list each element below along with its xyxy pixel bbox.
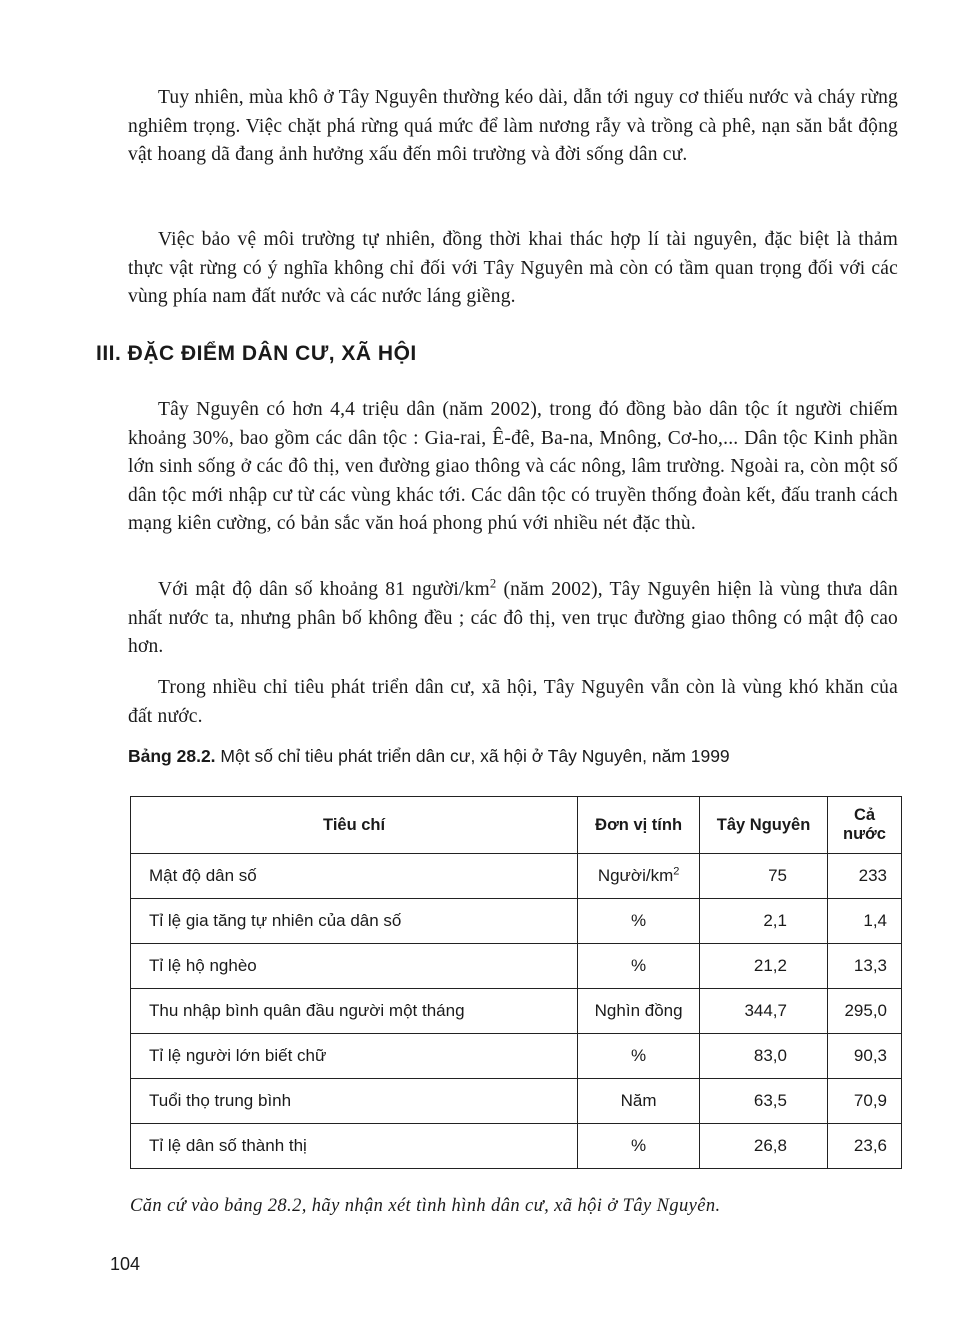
table-caption-label: Bảng 28.2. bbox=[128, 746, 216, 766]
cell-unit bbox=[578, 854, 700, 899]
header-tay-nguyen: Tây Nguyên bbox=[700, 797, 828, 854]
cell-unit bbox=[578, 1079, 700, 1124]
table-row bbox=[131, 854, 902, 899]
paragraph-dry-season: Tuy nhiên, mùa khô ở Tây Nguyên thường kéo dài, dẫn tới nguy cơ thiếu nước và cháy rừng nghiêm trọng. Việc chặt phá rừng quá mức để làm nương rẫy và trồng cà phê, nạn săn bắt động vật hoang dã đang ảnh hưởng xấu đến môi trường và đời sống dân cư. bbox=[128, 87, 898, 166]
cell-tay-nguyen: 21,2 bbox=[700, 944, 828, 989]
cell-unit bbox=[578, 989, 700, 1034]
density-text-before: Với mật độ dân số khoảng 81 người/km bbox=[158, 579, 490, 600]
cell-ca-nuoc: 23,6 bbox=[827, 1124, 901, 1169]
cell-tay-nguyen: 26,8 bbox=[700, 1124, 828, 1169]
cell-unit bbox=[578, 899, 700, 944]
paragraph-environment-protection: Việc bảo vệ môi trường tự nhiên, đồng thời khai thác hợp lí tài nguyên, đặc biệt là thảm thực vật rừng có ý nghĩa không chỉ đối với Tây Nguyên mà còn có tầm quan trọng đối với các vùng phía nam đất nước và các nước láng giềng. bbox=[128, 229, 898, 308]
table-row bbox=[131, 899, 902, 944]
table-row bbox=[131, 1079, 902, 1124]
page-number: 104 bbox=[110, 1254, 141, 1274]
table-header-row bbox=[131, 797, 902, 854]
cell-ca-nuoc: 70,9 bbox=[827, 1079, 901, 1124]
table-row bbox=[131, 1034, 902, 1079]
exercise-question: Căn cứ vào bảng 28.2, hãy nhận xét tình hình dân cư, xã hội ở Tây Nguyên. bbox=[130, 1196, 721, 1216]
cell-ca-nuoc: 295,0 bbox=[827, 989, 901, 1034]
density-text-after: (năm 2002), Tây Nguyên hiện là vùng thưa dân nhất nước ta, nhưng phân bố không đều ; các đô thị, ven trục đường giao thông có mật độ cao hơn. bbox=[128, 579, 898, 658]
cell-unit bbox=[578, 1124, 700, 1169]
cell-criterion: Tỉ lệ gia tăng tự nhiên của dân số bbox=[131, 899, 578, 944]
cell-unit-text: % bbox=[631, 956, 647, 975]
cell-ca-nuoc: 233 bbox=[827, 854, 901, 899]
cell-tay-nguyen: 63,5 bbox=[700, 1079, 828, 1124]
cell-criterion: Thu nhập bình quân đầu người một tháng bbox=[131, 989, 578, 1034]
cell-unit bbox=[578, 1034, 700, 1079]
cell-criterion: Tỉ lệ dân số thành thị bbox=[131, 1124, 578, 1169]
cell-criterion: Mật độ dân số bbox=[131, 854, 578, 899]
section-heading: III. ĐẶC ĐIỂM DÂN CƯ, XÃ HỘI bbox=[96, 342, 417, 365]
header-unit: Đơn vị tính bbox=[578, 797, 700, 854]
cell-criterion: Tỉ lệ hộ nghèo bbox=[131, 944, 578, 989]
table-caption bbox=[128, 746, 908, 767]
table-row bbox=[131, 1124, 902, 1169]
indicator-table bbox=[130, 796, 902, 1169]
cell-unit-text: Nghìn đồng bbox=[594, 1001, 683, 1020]
table-row bbox=[131, 944, 902, 989]
cell-unit bbox=[578, 944, 700, 989]
paragraph-density bbox=[128, 576, 898, 662]
cell-unit-text: % bbox=[631, 1046, 647, 1065]
cell-unit-text: Người/km bbox=[597, 866, 674, 885]
cell-unit-text: % bbox=[631, 911, 647, 930]
cell-tay-nguyen: 75 bbox=[700, 854, 828, 899]
density-superscript: 2 bbox=[489, 576, 497, 591]
cell-ca-nuoc: 90,3 bbox=[827, 1034, 901, 1079]
table-row bbox=[131, 989, 902, 1034]
cell-tay-nguyen: 344,7 bbox=[700, 989, 828, 1034]
paragraph-population: Tây Nguyên có hơn 4,4 triệu dân (năm 2002), trong đó đồng bào dân tộc ít người chiếm khoảng 30%, bao gồm các dân tộc : Gia-rai, Ê-đê, Ba-na, Mnông, Cơ-ho,... Dân tộc Kinh phần lớn sinh sống ở các đô thị, ven đường giao thông và các nông, lâm trường. Ngoài ra, còn một số dân tộc mới nhập cư từ các vùng khác tới. Các dân tộc có truyền thống đoàn kết, đấu tranh cách mạng kiên cường, có bản sắc văn hoá phong phú với nhiều nét đặc thù. bbox=[128, 399, 898, 535]
cell-ca-nuoc: 1,4 bbox=[827, 899, 901, 944]
cell-criterion: Tỉ lệ người lớn biết chữ bbox=[131, 1034, 578, 1079]
header-ca-nuoc: Cả nước bbox=[827, 797, 901, 854]
table-caption-text: Một số chỉ tiêu phát triển dân cư, xã hội ở Tây Nguyên, năm 1999 bbox=[215, 746, 730, 766]
cell-unit-text: Năm bbox=[620, 1091, 657, 1110]
cell-criterion: Tuổi thọ trung bình bbox=[131, 1079, 578, 1124]
cell-unit-superscript: 2 bbox=[673, 865, 680, 878]
cell-ca-nuoc: 13,3 bbox=[827, 944, 901, 989]
header-criterion: Tiêu chí bbox=[131, 797, 578, 854]
paragraph-difficulty: Trong nhiều chỉ tiêu phát triển dân cư, xã hội, Tây Nguyên vẫn còn là vùng khó khăn của đất nước. bbox=[128, 677, 898, 727]
cell-tay-nguyen: 83,0 bbox=[700, 1034, 828, 1079]
cell-unit-text: % bbox=[631, 1136, 647, 1155]
cell-tay-nguyen: 2,1 bbox=[700, 899, 828, 944]
